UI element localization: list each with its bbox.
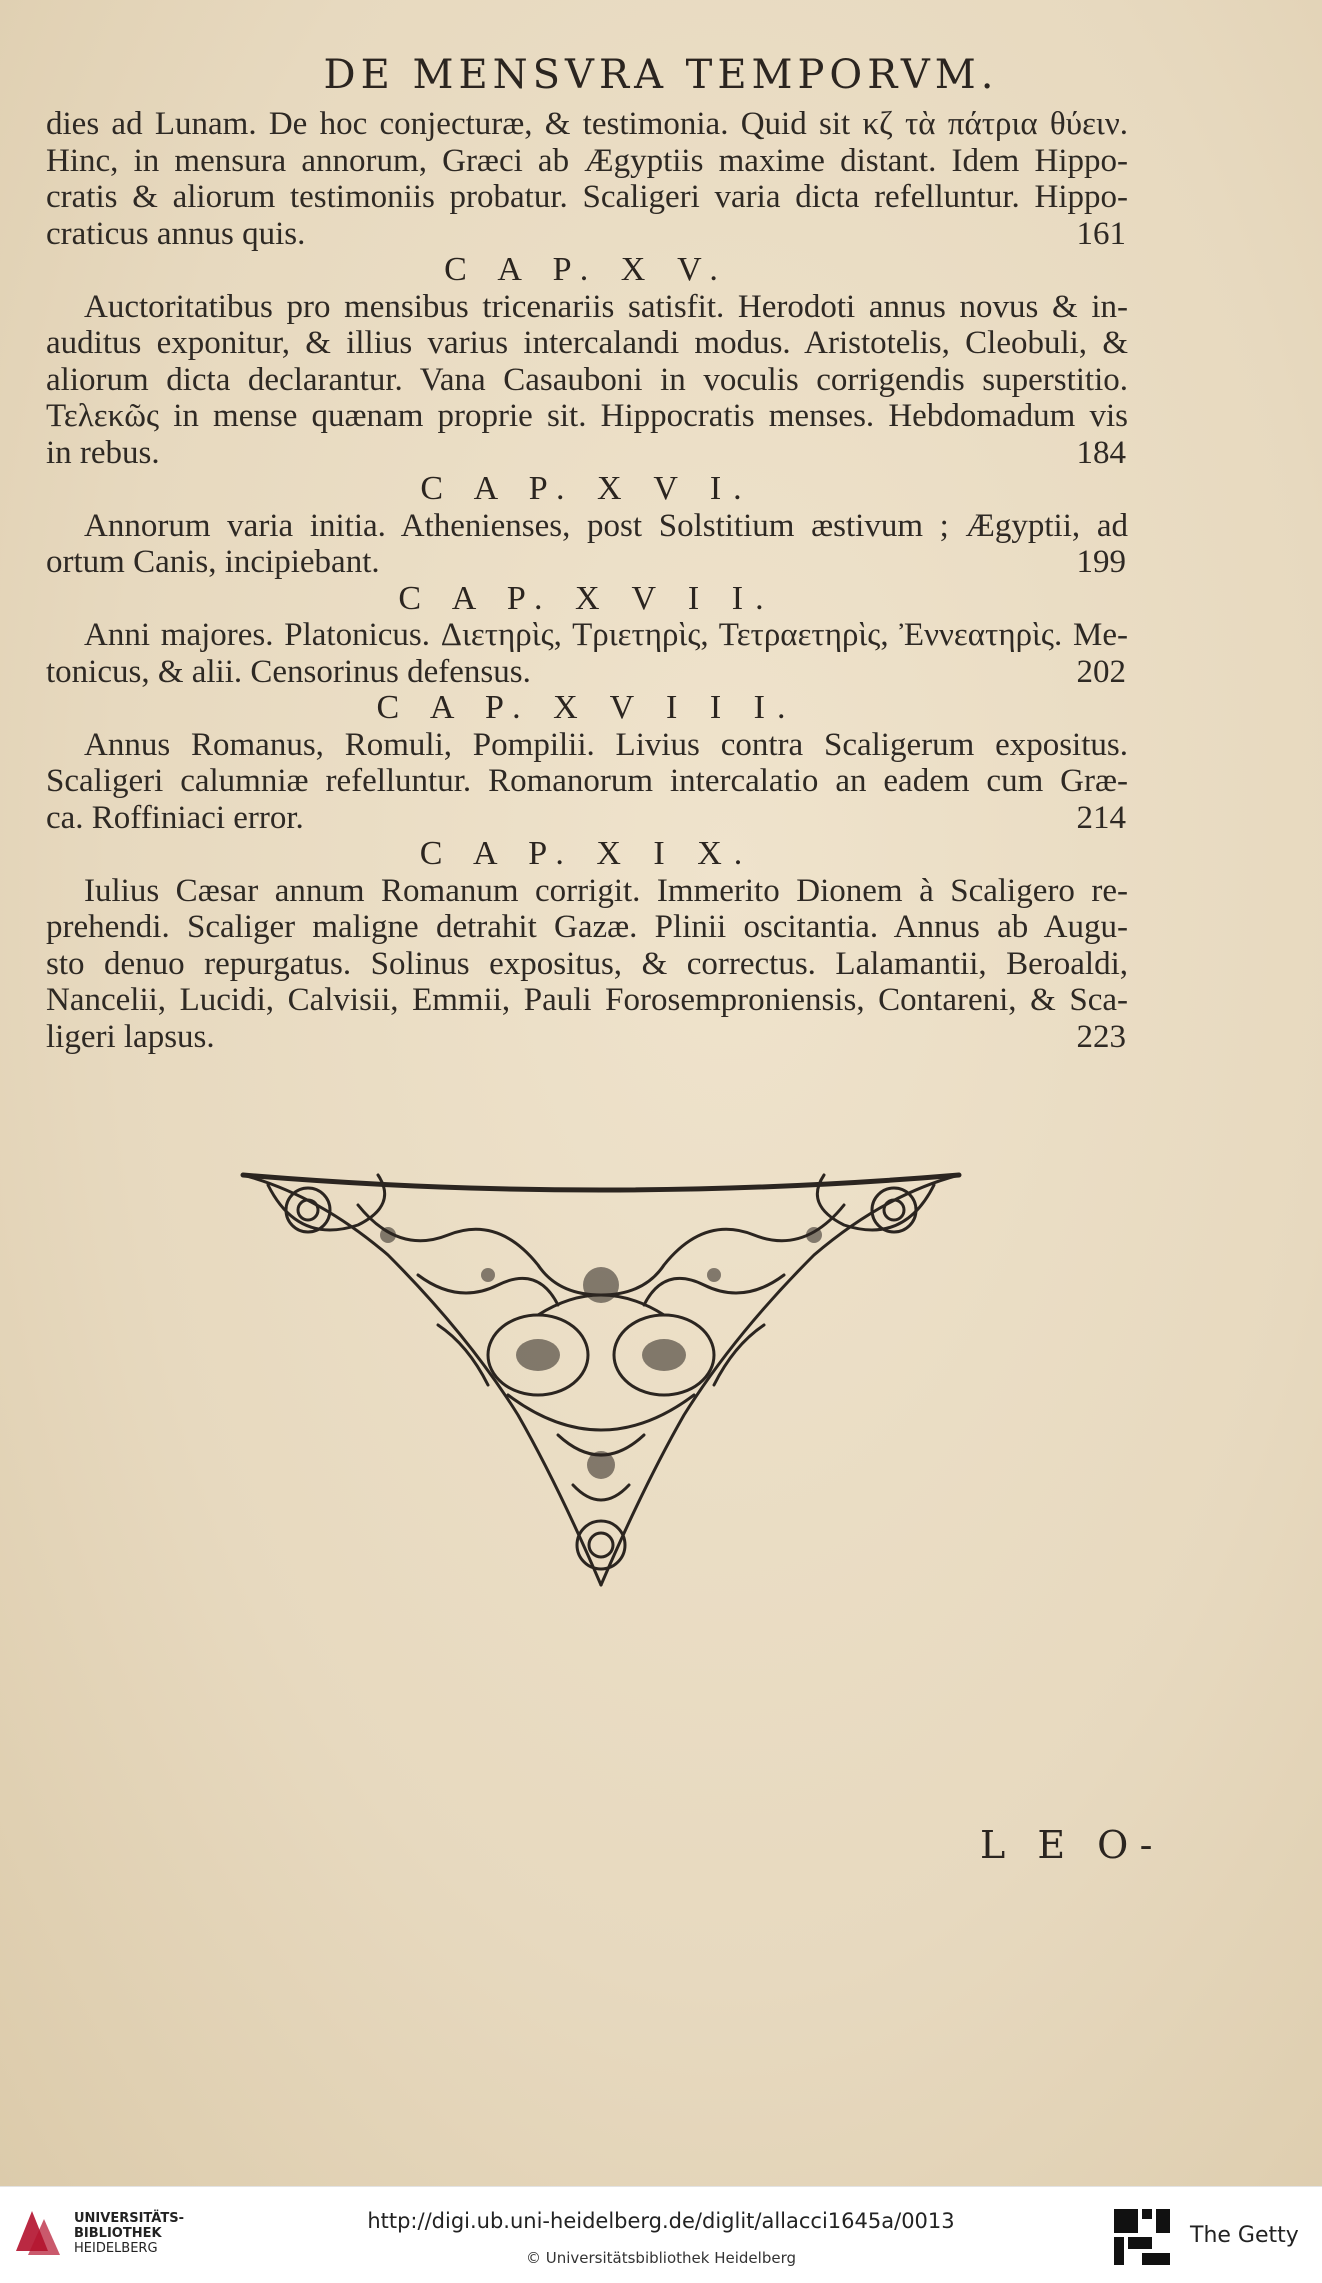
chapter-last-line [46, 544, 1128, 581]
permalink-url[interactable]: http://digi.ub.uni-heidelberg.de/diglit/allacci1645a/0013 [367, 2209, 955, 2233]
chapter-line: Annorum varia initia. Athenienses, post Solstitium æstivum ; Ægyptii, ad [84, 507, 1128, 544]
table-of-contents [46, 106, 1128, 1055]
copyright-notice: © Universitätsbibliothek Heidelberg [525, 2249, 796, 2267]
intro-line: Hinc, in mensura annorum, Græci ab Ægyptiis maxime distant. Idem Hippo- [46, 142, 1128, 179]
line-text: ortum Canis, incipiebant. [46, 544, 380, 580]
chapter-heading: C A P. X I X. [419, 835, 755, 872]
line-text: tonicus, & alii. Censorinus defensus. [46, 653, 531, 690]
chapter-heading: C A P. X V. [444, 251, 730, 288]
chapter-line: sto denuo repurgatus. Solinus expositus, & correctus. Lalamantii, Beroaldi, [46, 945, 1128, 982]
chapter-line: Annus Romanus, Romuli, Pompilii. Livius contra Scaligerum expositus. [84, 726, 1128, 763]
getty-logo-icon [1112, 2207, 1172, 2267]
page-number: 199 [1076, 544, 1126, 580]
chapter-line: Anni majores. Platonicus. Διετηρὶς, Τριετηρὶς, Τετραετηρὶς, Ἐννεατηρὶς. Me- [84, 617, 1128, 653]
page-number: 214 [1076, 799, 1126, 836]
line-text: in rebus. [46, 434, 160, 471]
tailpiece-ornament [238, 1165, 964, 1605]
library-line: HEIDELBERG [74, 2241, 158, 2256]
line-text: ligeri lapsus. [46, 1018, 215, 1055]
page-number: 202 [1076, 653, 1126, 690]
page-number: 223 [1076, 1018, 1126, 1055]
library-line: UNIVERSITÄTS- [74, 2211, 184, 2226]
chapter-line: Τελεκῶς in mense quænam proprie sit. Hippocratis menses. Hebdomadum vis [46, 398, 1128, 434]
intro-last-line [46, 216, 1128, 253]
partner-name: The Getty [1190, 2223, 1299, 2248]
chapter-heading: C A P. X V I. [420, 470, 754, 507]
line-text: ca. Roffiniaci error. [46, 799, 304, 836]
line-text: craticus annus quis. [46, 215, 306, 252]
intro-line: dies ad Lunam. De hoc conjecturæ, & testimonia. Quid sit κζ τὰ πάτρια θύειν. [46, 106, 1128, 142]
chapter-line: Nancelii, Lucidi, Calvisii, Emmii, Pauli Forosemproniensis, Contareni, & Sca- [46, 982, 1128, 1018]
page-number: 184 [1076, 434, 1126, 471]
chapter-last-line [46, 435, 1128, 472]
chapter-line: Scaligeri calumniæ refelluntur. Romanorum intercalatio an eadem cum Græ- [46, 763, 1128, 799]
chapter-last-line [46, 1019, 1128, 1056]
chapter-line: Auctoritatibus pro mensibus tricenariis satisfit. Herodoti annus novus & in- [84, 288, 1128, 325]
chapter-last-line [46, 654, 1128, 691]
intro-line: cratis & aliorum testimoniis probatur. Scaligeri varia dicta refelluntur. Hippo- [46, 179, 1128, 215]
chapter-line: Iulius Cæsar annum Romanum corrigit. Immerito Dionem à Scaligero re- [84, 872, 1128, 909]
running-header: DE MENSVRA TEMPORVM. [323, 52, 999, 98]
chapter-heading: C A P. X V I I I. [376, 689, 798, 726]
chapter-line: prehendi. Scaliger maligne detrahit Gazæ. Plinii oscitantia. Annus ab Augu- [46, 909, 1128, 945]
viewer-footer [0, 2186, 1322, 2283]
chapter-line: aliorum dicta declarantur. Vana Casauboni in voculis corrigendis superstitio. [46, 361, 1128, 398]
chapter-heading: C A P. X V I I. [398, 579, 776, 617]
chapter-line: auditus exponitur, & illius varius intercalandi modus. Aristotelis, Cleobuli, & [46, 325, 1128, 361]
page-number: 161 [1076, 215, 1126, 252]
catchword: L E O- [980, 1823, 1163, 1867]
chapter-last-line [46, 800, 1128, 837]
library-line: BIBLIOTHEK [74, 2226, 162, 2241]
